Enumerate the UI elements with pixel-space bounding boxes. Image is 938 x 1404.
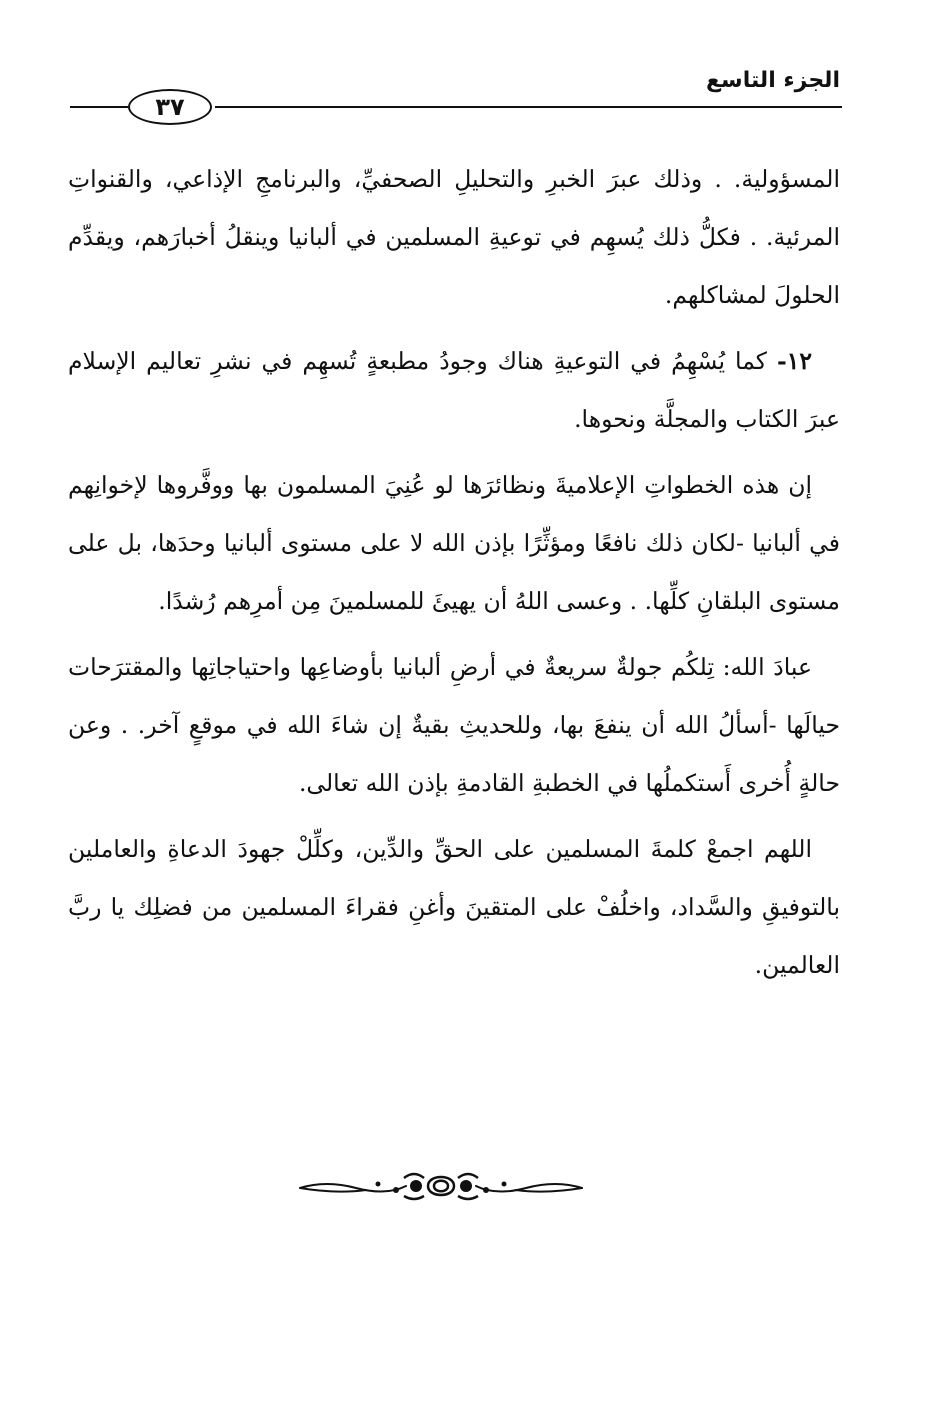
paragraph-closing-remarks: عبادَ الله: تِلكُم جولةٌ سريعةٌ في أرضِ ألبانيا بأوضاعِها واحتياجاتِها والمقترَحات حيالَها -أسألُ الله أن ينفعَ بها، وللحديثِ بقيةٌ إن شاءَ الله في موقعٍ آخر. . وعن حالةٍ أُخرى أَستكملُها في الخطبةِ القادمةِ بإذن الله تعالى.: [68, 653, 840, 797]
header-rule: [215, 106, 842, 108]
numbered-item-12: [68, 332, 840, 448]
paragraph-supplication: اللهم اجمعْ كلمةَ المسلمين على الحقِّ والدِّين، وكلِّلْ جهودَ الدعاةِ والعاملين بالتوفيقِ والسَّداد، واخلُفْ على المتقينَ وأغنِ فقراءَ المسلمين من فضلِك يا ربَّ العالمين.: [68, 835, 840, 979]
page-content: [68, 150, 840, 1002]
decorative-divider-icon: [296, 1168, 586, 1204]
item-number: ١٢-: [776, 347, 812, 375]
page-number: ٣٧: [128, 89, 212, 125]
paragraph-continuation: المسؤولية. . وذلك عبرَ الخبرِ والتحليلِ الصحفيِّ، والبرنامجِ الإذاعي، والقنواتِ المرئية. . فكلُّ ذلك يُسهِم في توعيةِ المسلمين في ألبانيا وينقلُ أخبارَهم، ويقدِّم الحلولَ لمشاكلهم.: [68, 165, 840, 309]
running-header-title: الجزء التاسع: [706, 68, 840, 93]
item-text: كما يُسْهِمُ في التوعيةِ هناك وجودُ مطبعةٍ تُسهِم في نشرِ تعاليم الإسلام عبرَ الكتاب والمجلَّة ونحوها.: [68, 347, 840, 433]
paragraph-media-steps: إن هذه الخطواتِ الإعلاميةَ ونظائرَها لو عُنِيَ المسلمون بها ووفَّروها لإخوانِهم في ألبانيا -لكان ذلك نافعًا ومؤثِّرًا بإذن الله لا على مستوى ألبانيا وحدَها، بل على مستوى البلقانِ كلِّها. . وعسى اللهُ أن يهيئَ للمسلمينَ مِن أمرِهم رُشدًا.: [68, 471, 840, 615]
header-rule-left: [70, 106, 128, 108]
